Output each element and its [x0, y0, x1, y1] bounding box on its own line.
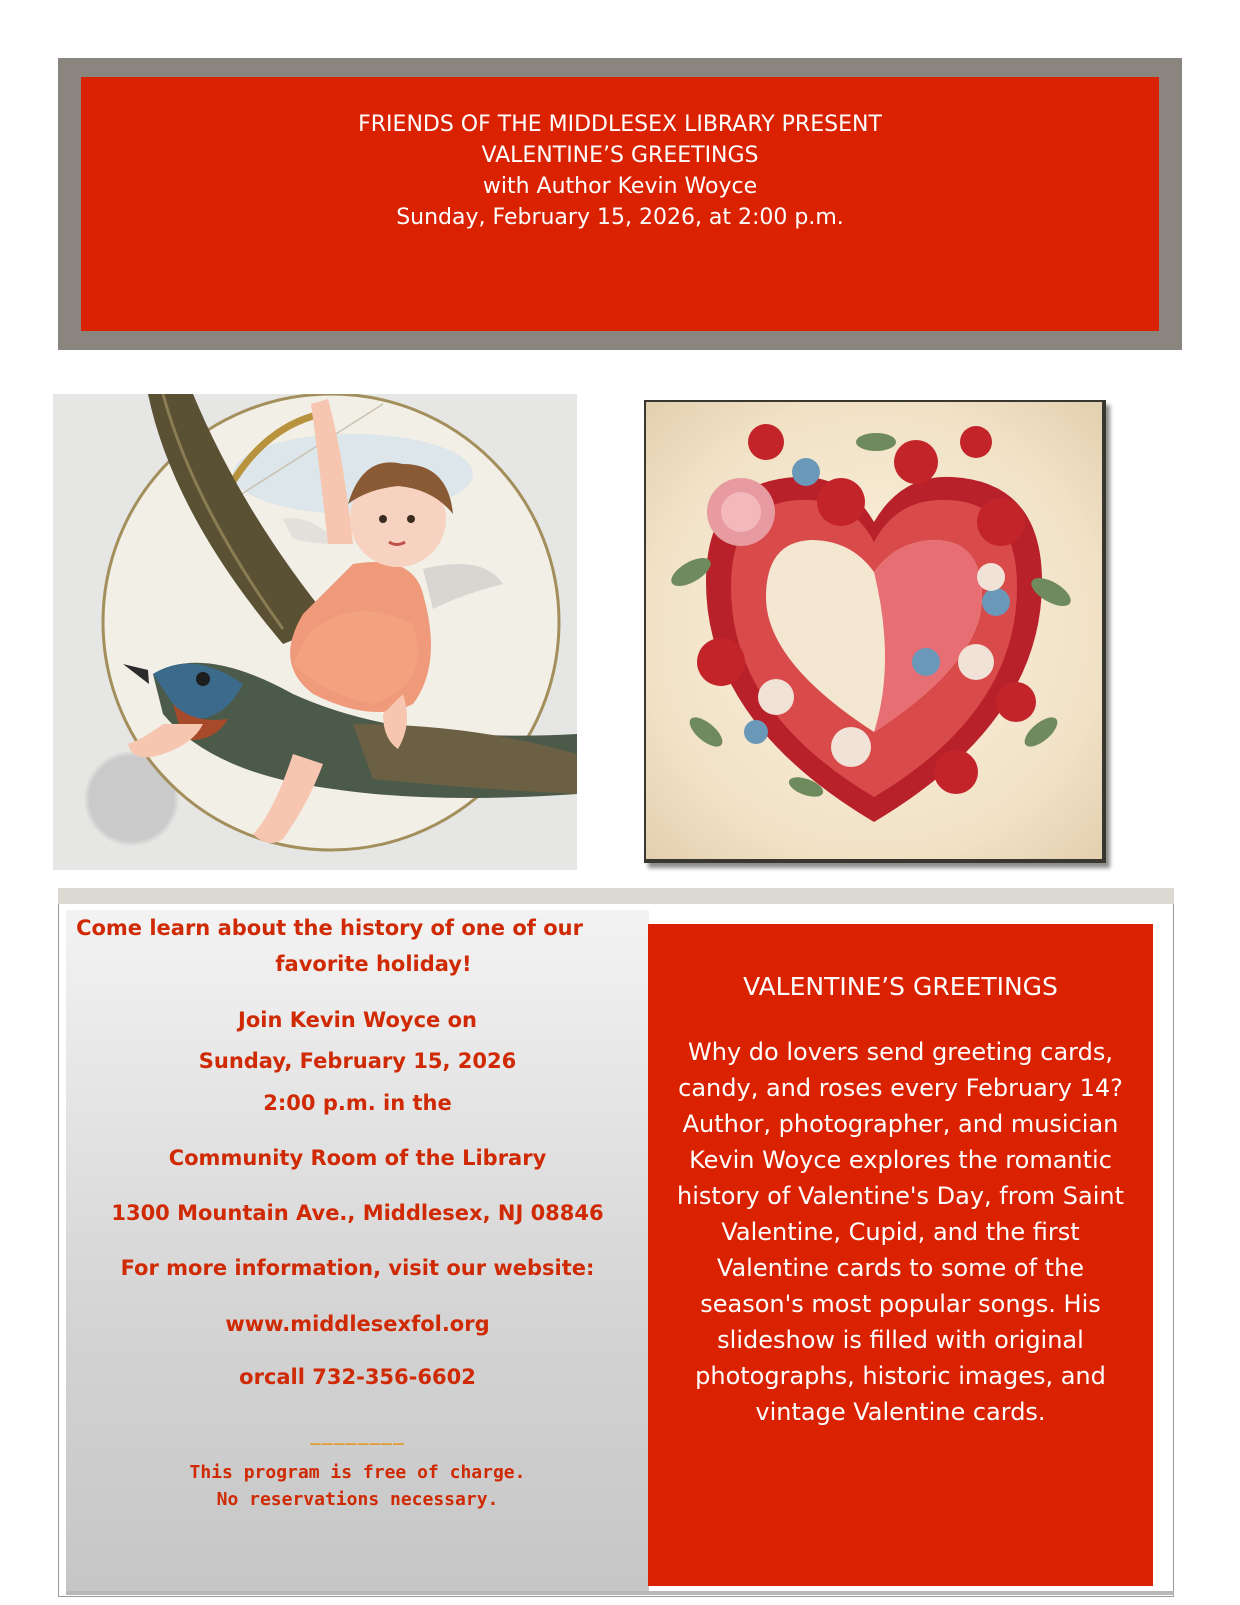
description-line: Valentine cards to some of the — [716, 1254, 1085, 1282]
description-line: season's most popular songs. His — [700, 1290, 1101, 1318]
intro-text-line-2: favorite holiday! — [275, 952, 472, 976]
no-reservations-note: No reservations necessary. — [216, 1489, 499, 1510]
description-line: photographs, historic images, and — [695, 1362, 1106, 1390]
description-line: Why do lovers send greeting cards, — [688, 1038, 1113, 1066]
description-line: slideshow is filled with original — [717, 1326, 1084, 1354]
description-line: history of Valentine's Day, from Saint — [677, 1182, 1124, 1210]
header-datetime: Sunday, February 15, 2026, at 2:00 p.m. — [396, 205, 844, 230]
event-address: 1300 Mountain Ave., Middlesex, NJ 08846 — [111, 1201, 604, 1225]
free-charge-note: This program is free of charge. — [189, 1462, 526, 1483]
header-event-title: VALENTINE’S GREETINGS — [481, 143, 759, 168]
panel-bottom-shadow — [66, 1591, 1174, 1595]
header-presenter: FRIENDS OF THE MIDDLESEX LIBRARY PRESENT — [358, 112, 882, 137]
header-text — [81, 77, 1159, 233]
section-divider-bar — [58, 888, 1174, 904]
more-info-text: For more information, visit our website: — [120, 1256, 595, 1280]
event-date: Sunday, February 15, 2026 — [198, 1049, 517, 1073]
dash-divider: ________ — [310, 1425, 405, 1446]
description-line: Kevin Woyce explores the romantic — [689, 1146, 1112, 1174]
phone-number: orcall 732-356-6602 — [239, 1365, 476, 1389]
description-line: vintage Valentine cards. — [755, 1398, 1046, 1426]
heart-illustration-frame — [644, 400, 1106, 863]
description-line: Valentine, Cupid, and the first — [721, 1218, 1080, 1246]
description-body — [663, 1034, 1138, 1430]
cupid-illustration — [53, 394, 577, 870]
description-panel — [648, 924, 1153, 1586]
description-line: candy, and roses every February 14? — [678, 1074, 1123, 1102]
event-time: 2:00 p.m. in the — [263, 1091, 452, 1115]
description-title: VALENTINE’S GREETINGS — [743, 972, 1058, 1001]
join-text: Join Kevin Woyce on — [238, 1008, 477, 1032]
event-info-panel — [66, 910, 649, 1591]
header-banner-frame — [58, 58, 1182, 350]
heart-illustration — [646, 402, 1102, 859]
intro-text-line-1: Come learn about the history of one of our — [76, 916, 583, 940]
website-link[interactable]: www.middlesexfol.org — [225, 1312, 490, 1336]
event-location: Community Room of the Library — [168, 1146, 547, 1170]
header-author: with Author Kevin Woyce — [482, 174, 758, 199]
description-line: Author, photographer, and musician — [682, 1110, 1119, 1138]
header-banner — [81, 77, 1159, 331]
